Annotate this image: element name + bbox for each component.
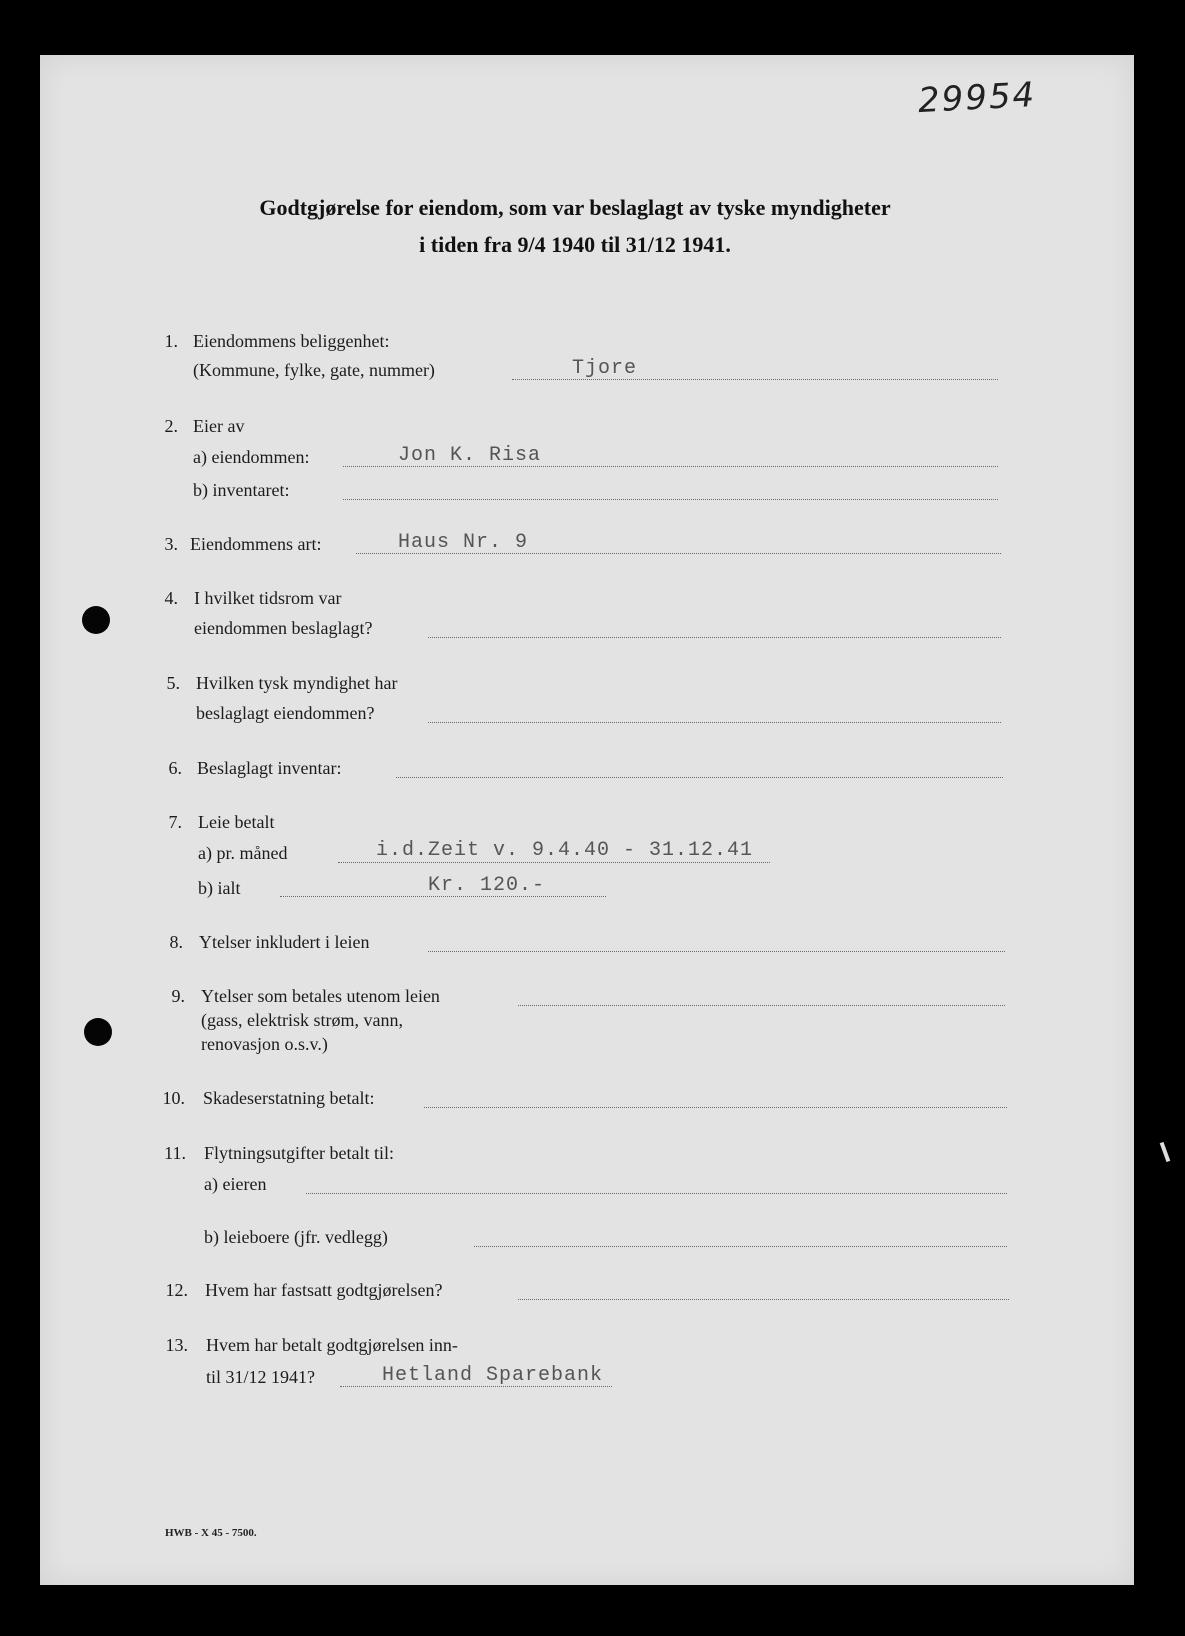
item-7a-answer-line (338, 862, 770, 863)
item-11b-label: b) leieboere (jfr. vedlegg) (204, 1227, 388, 1247)
scan-edge-mark (1160, 1142, 1171, 1162)
handwritten-archive-number: 29954 (917, 74, 1038, 122)
form-title-line-1: Godtgjørelse for eiendom, som var beslaglagt av tyske myndigheter (259, 195, 891, 220)
item-5-number: 5. (166, 673, 180, 693)
item-8-label: Ytelser inkludert i leien (199, 932, 370, 952)
item-7b-label: b) ialt (198, 878, 241, 898)
item-13-number: 13. (165, 1335, 188, 1355)
item-9-label: Ytelser som betales utenom leien (201, 986, 440, 1006)
item-11a-answer-line (306, 1193, 1007, 1194)
punch-hole-top (82, 606, 110, 634)
item-5-sublabel: beslaglagt eiendommen? (196, 703, 375, 723)
item-7-number: 7. (168, 812, 182, 832)
item-10-answer-line (424, 1107, 1007, 1108)
item-12-answer-line (518, 1299, 1009, 1300)
item-9-sublabel-1: (gass, elektrisk strøm, vann, (201, 1010, 403, 1030)
item-8-number: 8. (169, 932, 183, 952)
item-2-number: 2. (164, 416, 178, 436)
item-9-number: 9. (171, 986, 185, 1006)
item-11b-answer-line (474, 1246, 1007, 1247)
item-11-label: Flytningsutgifter betalt til: (204, 1143, 394, 1163)
item-13-sublabel: til 31/12 1941? (206, 1367, 315, 1387)
item-7-label: Leie betalt (198, 812, 275, 832)
item-6-number: 6. (168, 758, 182, 778)
item-7a-answer: i.d.Zeit v. 9.4.40 - 31.12.41 (376, 839, 754, 862)
item-12-label: Hvem har fastsatt godtgjørelsen? (205, 1280, 443, 1300)
item-9-answer-line (518, 1005, 1005, 1006)
item-4-sublabel: eiendommen beslaglagt? (194, 618, 373, 638)
form-title-line-2: i tiden fra 9/4 1940 til 31/12 1941. (419, 232, 731, 257)
item-2b-answer-line (343, 499, 998, 500)
item-13-label: Hvem har betalt godtgjørelsen inn- (206, 1335, 458, 1355)
item-3-label: Eiendommens art: (190, 534, 322, 554)
item-1-answer: Tjore (572, 357, 638, 380)
item-5-answer-line (428, 722, 1001, 723)
item-7a-label: a) pr. måned (198, 843, 288, 863)
item-4-label: I hvilket tidsrom var (194, 588, 342, 608)
item-10-number: 10. (162, 1088, 185, 1108)
item-4-answer-line (428, 637, 1001, 638)
item-4-number: 4. (164, 588, 178, 608)
item-7b-answer: Kr. 120.- (428, 874, 546, 897)
item-3-answer: Haus Nr. 9 (398, 531, 529, 554)
item-12-number: 12. (165, 1280, 188, 1300)
item-2a-answer: Jon K. Risa (398, 444, 542, 467)
item-5-label: Hvilken tysk myndighet har (196, 673, 398, 693)
item-2b-label: b) inventaret: (193, 480, 290, 500)
item-1-number: 1. (164, 331, 178, 351)
item-6-answer-line (396, 777, 1003, 778)
item-1-label: Eiendommens beliggenhet: (193, 331, 390, 351)
item-6-label: Beslaglagt inventar: (197, 758, 342, 778)
item-2a-label: a) eiendommen: (193, 447, 310, 467)
form-print-code: HWB - X 45 - 7500. (165, 1527, 257, 1539)
item-9-sublabel-2: renovasjon o.s.v.) (201, 1034, 328, 1054)
item-1-sublabel: (Kommune, fylke, gate, nummer) (193, 360, 435, 380)
item-11-number: 11. (164, 1143, 186, 1163)
item-8-answer-line (428, 951, 1005, 952)
item-3-number: 3. (164, 534, 178, 554)
punch-hole-bottom (84, 1018, 112, 1046)
item-13-answer: Hetland Sparebank (382, 1364, 604, 1387)
item-10-label: Skadeserstatning betalt: (203, 1088, 375, 1108)
item-2-label: Eier av (193, 416, 245, 436)
item-11a-label: a) eieren (204, 1174, 267, 1194)
